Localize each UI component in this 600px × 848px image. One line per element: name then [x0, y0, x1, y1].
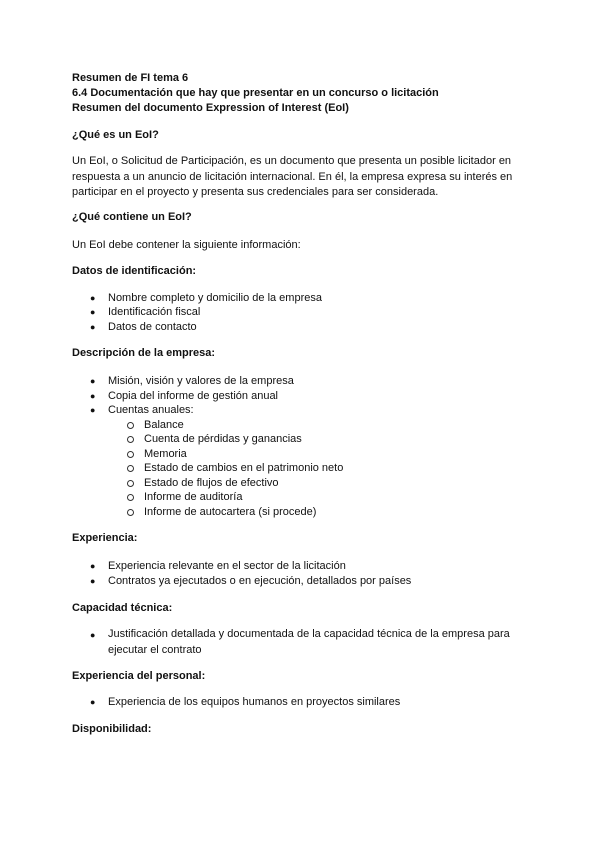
doc-subtitle: 6.4 Documentación que hay que presentar en un concurso o licitación	[72, 87, 439, 99]
sub-list-item: Balance	[144, 419, 184, 431]
paragraph-what-is-eoi: Un EoI, o Solicitud de Participación, es un documento que presenta un posible licitador en respuesta a un anuncio de licitación internacional. En él, la empresa expresa su interés en participar en el proyecto y presenta sus credenciales para ser considerada.	[72, 155, 513, 198]
list-item: Datos de contacto	[108, 321, 197, 333]
bullet-icon: ●	[90, 576, 96, 586]
bullet-icon: ●	[90, 630, 96, 640]
list-item: Justificación detallada y documentada de la capacidad técnica de la empresa para ejecutar el contrato	[108, 628, 510, 656]
bullet-icon: ●	[90, 376, 96, 386]
sub-list-item: Estado de cambios en el patrimonio neto	[144, 462, 344, 474]
sub-list-item: Estado de flujos de efectivo	[144, 477, 279, 489]
bullet-icon: ●	[90, 293, 96, 303]
heading-company-description: Descripción de la empresa:	[72, 347, 216, 359]
bullet-icon: ●	[90, 697, 96, 707]
list-item: Experiencia de los equipos humanos en proyectos similares	[108, 696, 401, 708]
bullet-icon: ●	[90, 405, 96, 415]
circle-bullet-icon	[127, 451, 134, 458]
circle-bullet-icon	[127, 509, 134, 516]
heading-staff-experience: Experiencia del personal:	[72, 670, 206, 682]
list-item: Identificación fiscal	[108, 306, 201, 318]
heading-what-is-eoi: ¿Qué es un EoI?	[72, 129, 159, 141]
heading-availability: Disponibilidad:	[72, 723, 152, 735]
bullet-icon: ●	[90, 307, 96, 317]
bullet-icon: ●	[90, 391, 96, 401]
heading-technical-capacity: Capacidad técnica:	[72, 602, 173, 614]
contents-intro: Un EoI debe contener la siguiente información:	[72, 239, 301, 251]
heading-contents: ¿Qué contiene un EoI?	[72, 211, 192, 223]
circle-bullet-icon	[127, 465, 134, 472]
doc-title: Resumen de FI tema 6	[72, 72, 189, 84]
bullet-icon: ●	[90, 322, 96, 332]
circle-bullet-icon	[127, 422, 134, 429]
circle-bullet-icon	[127, 480, 134, 487]
list-item: Contratos ya ejecutados o en ejecución, detallados por países	[108, 575, 412, 587]
sub-list-item: Informe de autocartera (si procede)	[144, 506, 317, 518]
list-item: Copia del informe de gestión anual	[108, 390, 279, 402]
doc-summary-title: Resumen del documento Expression of Interest (EoI)	[72, 102, 349, 114]
bullet-icon: ●	[90, 561, 96, 571]
list-item: Experiencia relevante en el sector de la licitación	[108, 560, 346, 572]
sub-list-item: Cuenta de pérdidas y ganancias	[144, 433, 302, 445]
circle-bullet-icon	[127, 494, 134, 501]
list-item: Nombre completo y domicilio de la empresa	[108, 292, 322, 304]
sub-list-item: Informe de auditoría	[144, 491, 243, 503]
heading-identification: Datos de identificación:	[72, 265, 197, 277]
heading-experience: Experiencia:	[72, 532, 138, 544]
circle-bullet-icon	[127, 436, 134, 443]
sub-list-item: Memoria	[144, 448, 187, 460]
list-item: Cuentas anuales:	[108, 404, 194, 416]
list-item: Misión, visión y valores de la empresa	[108, 375, 294, 387]
